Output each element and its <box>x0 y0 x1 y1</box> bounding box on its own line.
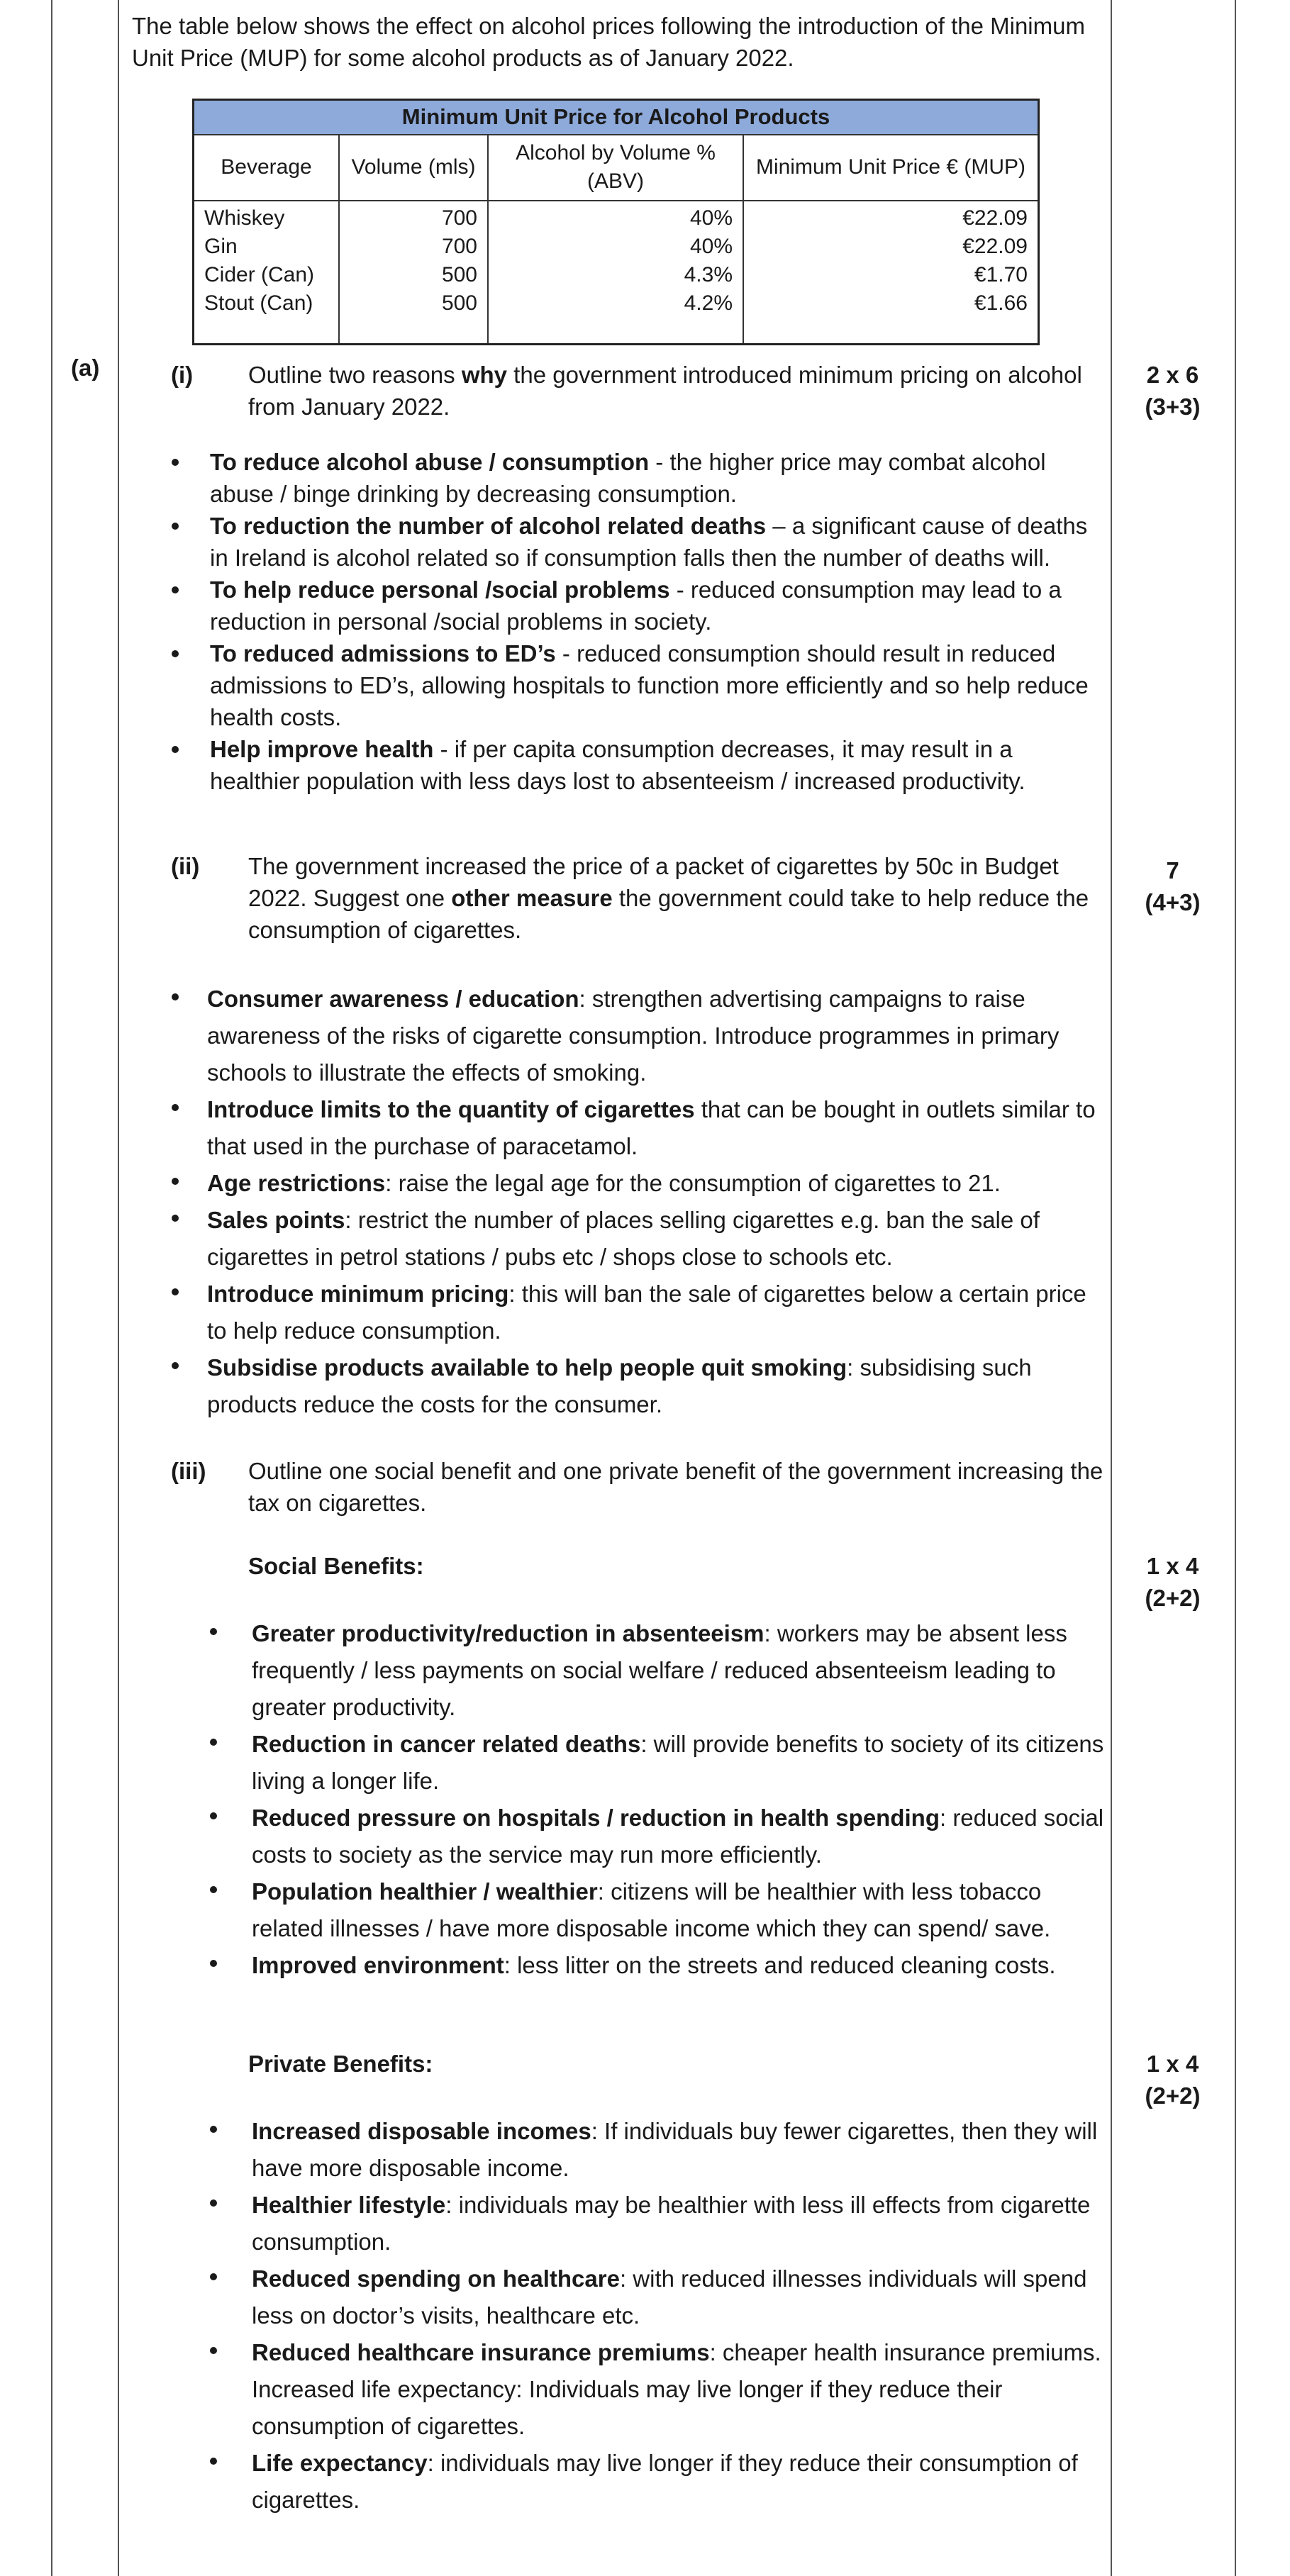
point-text: : this will ban the sale of cigarettes below a certain price to help reduce consumption. <box>207 1281 1086 1344</box>
marks-total: 7 <box>1166 857 1179 883</box>
cell-abv: 40% <box>689 234 733 258</box>
social-benefits-heading: Social Benefits: <box>248 1553 424 1579</box>
list-item <box>170 446 1106 510</box>
point-heading: To reduction the number of alcohol related deaths <box>210 513 767 539</box>
point-text: - reduced consumption may lead to a reduction in personal /social problems in society. <box>210 576 1062 635</box>
table-body-row <box>194 201 1039 345</box>
point-heading: Healthier lifestyle <box>252 2192 446 2218</box>
col-mup <box>743 201 1039 345</box>
list-item <box>207 1615 1104 1726</box>
bullet-icon <box>172 650 179 657</box>
point-text: – a significant cause of deaths in Ireland is alcohol related so if consumption falls then the number of deaths will. <box>210 513 1088 571</box>
margin-rule-right <box>1235 0 1236 2576</box>
marks-allocation <box>1111 2048 1235 2112</box>
mup-table <box>192 99 1040 345</box>
cell-mup: €1.66 <box>974 291 1028 315</box>
point-heading: Increased disposable incomes <box>252 2118 591 2144</box>
margin-rule-label <box>118 0 119 2576</box>
point-heading: Reduced healthcare insurance premiums <box>252 2339 710 2365</box>
private-benefits-list <box>207 2113 1104 2519</box>
point-heading: Greater productivity/reduction in absenteeism <box>252 1620 764 1646</box>
part-label: (a) <box>71 355 100 381</box>
question-number: (ii) <box>171 853 200 879</box>
bullet-icon <box>172 1215 179 1222</box>
margin-rule-left <box>51 0 52 2576</box>
point-text: : raise the legal age for the consumption of cigarettes to 21. <box>385 1170 1001 1196</box>
point-text: : If individuals buy fewer cigarettes, then they will have more disposable income. <box>252 2118 1098 2181</box>
question-emphasis: why <box>461 362 508 388</box>
cell-abv: 4.2% <box>684 291 733 315</box>
marks-total: 2 x 6 <box>1146 362 1199 388</box>
point-heading: Subsidise products available to help people quit smoking <box>207 1354 847 1381</box>
list-item <box>207 1873 1104 1947</box>
cell-volume: 500 <box>441 291 477 315</box>
list-item <box>170 1202 1106 1276</box>
point-heading: Consumer awareness / education <box>207 986 579 1012</box>
point-text: - if per capita consumption decreases, it may result in a healthier population with less days lost to absenteeism / increased productivity. <box>210 736 1025 794</box>
point-heading: Sales points <box>207 1207 345 1233</box>
bullet-icon <box>210 1886 217 1893</box>
point-text: : less litter on the streets and reduced cleaning costs. <box>504 1952 1056 1978</box>
cell-abv: 40% <box>689 206 733 230</box>
bullet-icon <box>172 993 179 1000</box>
bullet-icon <box>172 1178 179 1185</box>
point-heading: To reduce alcohol abuse / consumption <box>210 449 650 475</box>
point-text: : individuals may be healthier with less ill effects from cigarette consumption. <box>252 2192 1091 2255</box>
list-item <box>170 1165 1106 1202</box>
point-text: : subsidising such products reduce the costs for the consumer. <box>207 1354 1032 1417</box>
point-text: : will provide benefits to society of its citizens living a longer life. <box>252 1731 1104 1794</box>
marks-breakdown: (4+3) <box>1145 889 1201 915</box>
private-benefits-heading: Private Benefits: <box>248 2051 433 2077</box>
question-text <box>248 850 1106 946</box>
question-text-part: the government introduced minimum pricing on alcohol from January 2022. <box>248 362 1082 420</box>
point-text: - reduced consumption should result in reduced admissions to ED’s, allowing hospitals to function more efficiently and so help reduce health costs. <box>210 640 1089 730</box>
marks-total: 1 x 4 <box>1146 1553 1199 1579</box>
point-heading: Reduced pressure on hospitals / reduction in health spending <box>252 1805 940 1831</box>
col-volume <box>339 201 488 345</box>
point-text: that can be bought in outlets similar to that used in the purchase of paracetamol. <box>207 1096 1096 1159</box>
list-item <box>170 1276 1106 1349</box>
cell-beverage: Gin <box>204 234 238 258</box>
bullet-icon <box>210 1960 217 1967</box>
list-item <box>207 2113 1104 2187</box>
cell-beverage: Cider (Can) <box>204 262 315 286</box>
list-item <box>207 1947 1104 1984</box>
point-text: : cheaper health insurance premiums. Increased life expectancy: Individuals may live longer if they reduce their consumption of cigarettes. <box>252 2339 1101 2439</box>
header-abv: Alcohol by Volume % (ABV) <box>488 135 743 201</box>
cell-mup: €22.09 <box>962 206 1028 230</box>
list-item <box>207 2445 1104 2519</box>
bullet-icon <box>172 459 179 466</box>
header-volume: Volume (mls) <box>339 135 488 201</box>
header-beverage: Beverage <box>194 135 340 201</box>
cell-volume: 500 <box>441 262 477 286</box>
point-heading: Age restrictions <box>207 1170 386 1196</box>
question-text-part: Outline two reasons <box>248 362 462 388</box>
point-heading: To help reduce personal /social problems <box>210 576 670 603</box>
bullet-icon <box>210 2199 217 2207</box>
list-item <box>170 510 1106 574</box>
bullet-icon <box>210 2273 217 2280</box>
question-text-part: the government could take to help reduce the consumption of cigarettes. <box>248 885 1089 943</box>
bullet-icon <box>172 523 179 530</box>
question-text-part: The government increased the price of a packet of cigarettes by 50c in Budget 2022. Suggest one <box>248 853 1059 911</box>
bullet-icon <box>210 1812 217 1819</box>
bullet-icon <box>210 2347 217 2354</box>
question-emphasis: other measure <box>451 885 613 911</box>
cell-mup: €1.70 <box>974 262 1028 286</box>
marks-breakdown: (3+3) <box>1145 394 1201 420</box>
point-heading: Introduce minimum pricing <box>207 1281 509 1307</box>
list-item <box>170 1091 1106 1165</box>
point-text: : strengthen advertising campaigns to raise awareness of the risks of cigarette consumption. Introduce programmes in primary schools to illustrate the effects of smoking. <box>207 986 1060 1086</box>
list-item <box>170 637 1106 733</box>
table-title: Minimum Unit Price for Alcohol Products <box>194 100 1039 135</box>
list-item <box>170 733 1106 797</box>
list-item <box>207 2260 1104 2334</box>
question-number: (i) <box>171 362 194 388</box>
point-text: : restrict the number of places selling cigarettes e.g. ban the sale of cigarettes in petrol stations / pubs etc / shops close to schools etc. <box>207 1207 1040 1270</box>
answer-list <box>170 446 1106 797</box>
social-benefits-list <box>207 1615 1104 1984</box>
cell-volume: 700 <box>441 206 477 230</box>
list-item <box>170 981 1106 1091</box>
answer-list <box>170 981 1106 1423</box>
point-text: : reduced social costs to society as the service may run more efficiently. <box>252 1805 1104 1868</box>
point-text: - the higher price may combat alcohol abuse / binge drinking by decreasing consumption. <box>210 449 1046 507</box>
point-text: : individuals may live longer if they reduce their consumption of cigarettes. <box>252 2450 1078 2513</box>
cell-mup: €22.09 <box>962 234 1028 258</box>
list-item <box>170 1349 1106 1423</box>
list-item <box>207 2187 1104 2260</box>
bullet-icon <box>172 746 179 753</box>
point-heading: Improved environment <box>252 1952 504 1978</box>
marks-total: 1 x 4 <box>1146 2051 1199 2077</box>
point-text: : workers may be absent less frequently / less payments on social welfare / reduced absenteeism leading to greater productivity. <box>252 1620 1067 1720</box>
question-number: (iii) <box>171 1458 206 1484</box>
marks-allocation <box>1111 854 1235 918</box>
bullet-icon <box>172 1104 179 1111</box>
bullet-icon <box>210 1628 217 1635</box>
intro-text: The table below shows the effect on alcohol prices following the introduction of the Minimum Unit Price (MUP) for some alcohol products as of January 2022. <box>132 13 1085 71</box>
col-abv <box>488 201 743 345</box>
point-text: : citizens will be healthier with less tobacco related illnesses / have more disposable income which they can spend/ save. <box>252 1878 1051 1941</box>
question-text: Outline one social benefit and one private benefit of the government increasing the tax on cigarettes. <box>248 1458 1103 1516</box>
bullet-icon <box>172 1362 179 1369</box>
cell-beverage: Stout (Can) <box>204 291 313 315</box>
point-heading: Reduction in cancer related deaths <box>252 1731 641 1757</box>
bullet-icon <box>210 2458 217 2465</box>
col-beverage <box>194 201 340 345</box>
point-heading: Population healthier / wealthier <box>252 1878 598 1905</box>
bullet-icon <box>172 1288 179 1295</box>
marks-allocation <box>1111 359 1235 423</box>
marks-allocation <box>1111 1550 1235 1614</box>
cell-beverage: Whiskey <box>204 206 285 230</box>
question-text <box>248 359 1106 423</box>
bullet-icon <box>172 586 179 593</box>
header-mup: Minimum Unit Price € (MUP) <box>743 135 1039 201</box>
marks-breakdown: (2+2) <box>1145 1585 1201 1611</box>
point-text: : with reduced illnesses individuals will spend less on doctor’s visits, healthcare etc. <box>252 2265 1087 2329</box>
list-item <box>170 574 1106 637</box>
table-header-row <box>194 135 1039 201</box>
list-item <box>207 1800 1104 1873</box>
list-item <box>207 2334 1104 2445</box>
list-item <box>207 1726 1104 1800</box>
point-heading: Introduce limits to the quantity of cigarettes <box>207 1096 695 1122</box>
point-heading: To reduced admissions to ED’s <box>210 640 556 667</box>
point-heading: Life expectancy <box>252 2450 428 2476</box>
bullet-icon <box>210 2126 217 2133</box>
point-heading: Help improve health <box>210 736 434 762</box>
cell-volume: 700 <box>441 234 477 258</box>
bullet-icon <box>210 1739 217 1746</box>
point-heading: Reduced spending on healthcare <box>252 2265 620 2292</box>
marks-breakdown: (2+2) <box>1145 2082 1201 2109</box>
cell-abv: 4.3% <box>684 262 733 286</box>
